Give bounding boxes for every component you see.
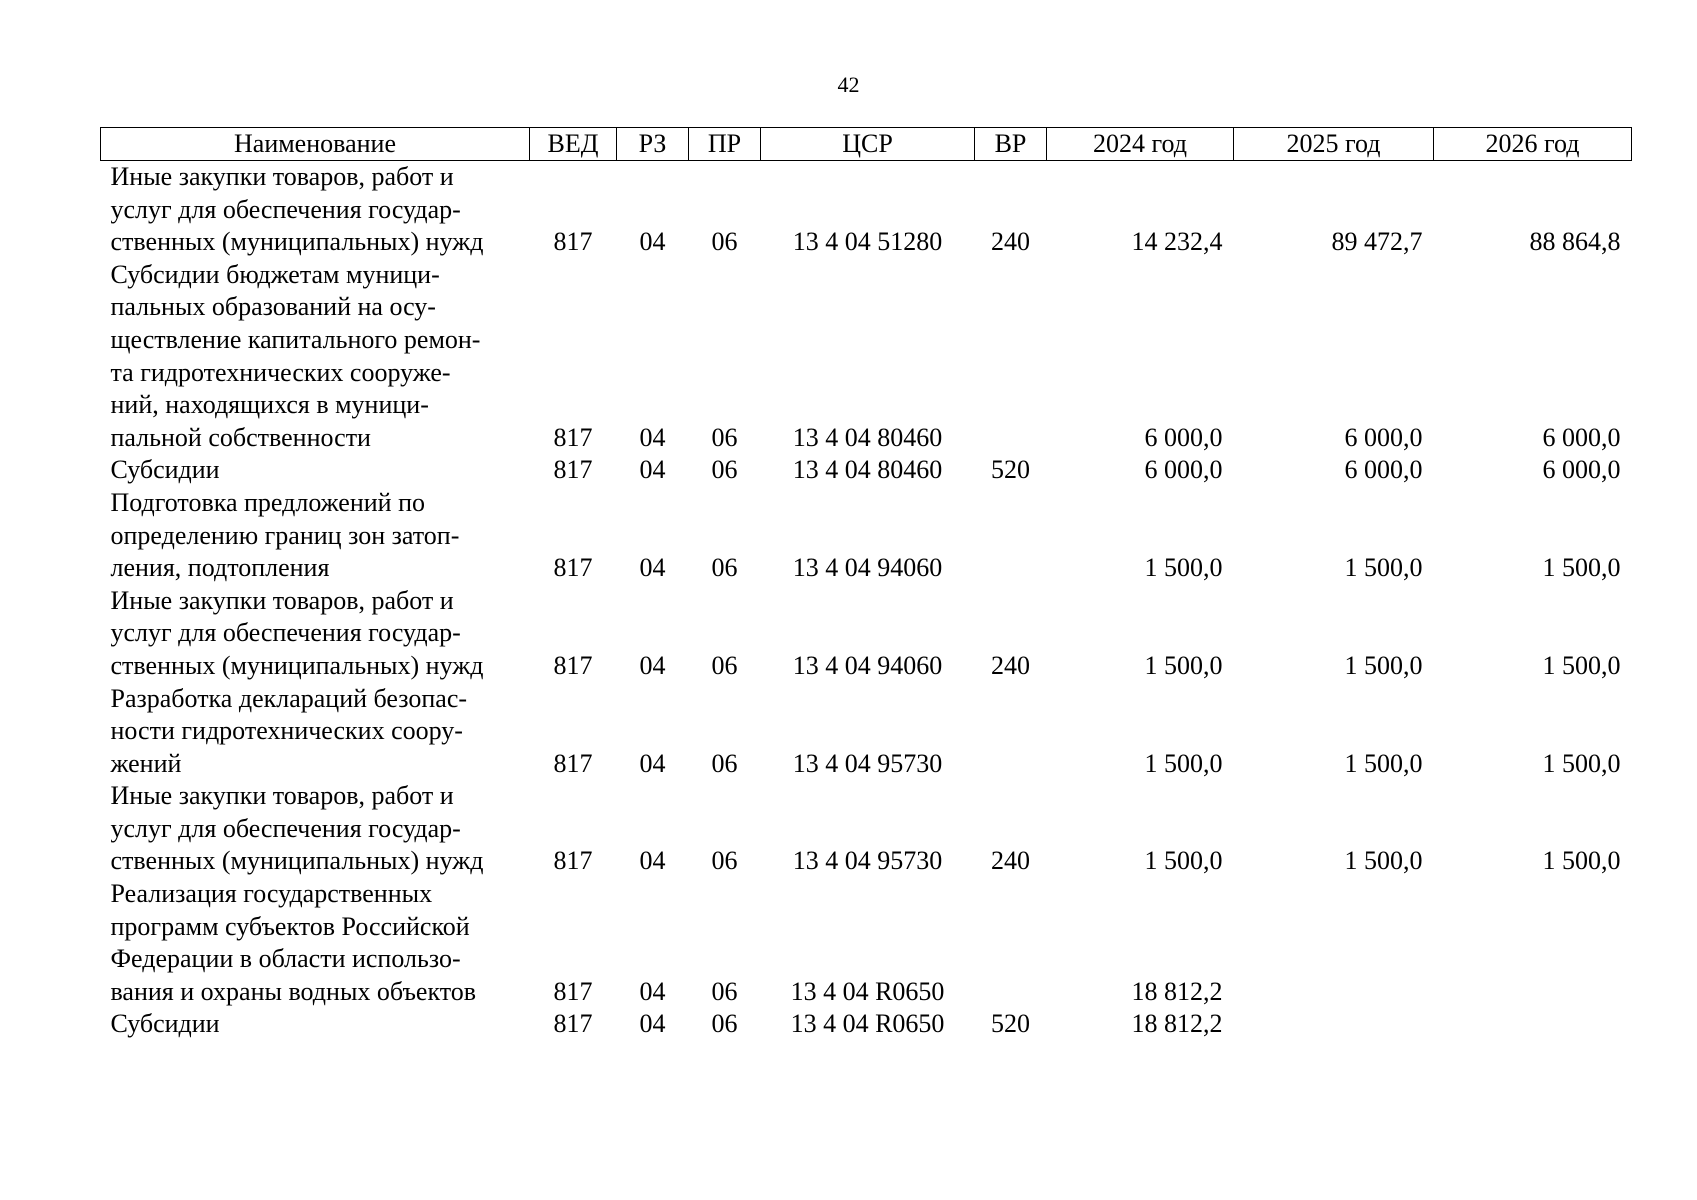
- header-pr: ПР: [689, 128, 761, 161]
- row-pr: 06: [711, 846, 738, 876]
- row-ved: 817: [553, 650, 593, 680]
- row-2026: [1434, 1008, 1632, 1041]
- row-2024: 6 000,0: [1144, 422, 1223, 452]
- row-2024: 14 232,4: [1131, 227, 1223, 257]
- row-2025: [1234, 878, 1434, 1008]
- page-number: 42: [837, 72, 860, 97]
- row-rz: 04: [639, 650, 666, 680]
- row-vr: 520: [991, 455, 1030, 485]
- row-vr: [975, 878, 1047, 1008]
- row-rz: 04: [639, 748, 666, 778]
- row-2026: 6 000,0: [1542, 422, 1621, 452]
- row-name: Подготовка предложений по определению границ зон затоп- ления, подтопления: [110, 487, 460, 583]
- row-csr: 13 4 04 80460: [792, 422, 943, 452]
- table-row: [101, 780, 1632, 878]
- row-name: Субсидии: [110, 1009, 220, 1039]
- row-2025: 1 500,0: [1344, 553, 1423, 583]
- row-rz: 04: [639, 846, 666, 876]
- row-pr: 06: [711, 227, 738, 257]
- row-name: Субсидии: [110, 455, 220, 485]
- row-rz: 04: [639, 227, 666, 257]
- row-vr: 240: [991, 846, 1030, 876]
- row-name: Иные закупки товаров, работ и услуг для обеспечения государ- ственных (муниципальных) нужд: [110, 162, 484, 257]
- row-2026: 1 500,0: [1542, 650, 1621, 680]
- row-name: Реализация государственных программ субъектов Российской Федерации в области использо- вания и охраны водных объектов: [110, 879, 477, 1006]
- header-2026: 2026 год: [1434, 128, 1632, 161]
- row-2026: 1 500,0: [1542, 553, 1621, 583]
- row-ved: 817: [553, 227, 593, 257]
- row-2024: 1 500,0: [1144, 553, 1223, 583]
- table-row: [101, 161, 1632, 259]
- row-2025: 89 472,7: [1331, 227, 1423, 257]
- table-body: [101, 161, 1632, 1042]
- row-csr: 13 4 04 95730: [792, 748, 943, 778]
- table-row: [101, 454, 1632, 487]
- row-2024: 6 000,0: [1144, 455, 1223, 485]
- row-vr: 520: [991, 1009, 1030, 1039]
- row-2025: 1 500,0: [1344, 748, 1423, 778]
- table-row: [101, 487, 1632, 585]
- row-2026: 6 000,0: [1542, 455, 1621, 485]
- row-rz: 04: [639, 1009, 666, 1039]
- row-vr: [975, 487, 1047, 585]
- row-2026: [1434, 878, 1632, 1008]
- row-2026: 1 500,0: [1542, 846, 1621, 876]
- table-row: [101, 259, 1632, 455]
- header-rz: РЗ: [617, 128, 689, 161]
- row-pr: 06: [711, 748, 738, 778]
- row-rz: 04: [639, 553, 666, 583]
- row-ved: 817: [553, 1009, 593, 1039]
- row-2024: 18 812,2: [1131, 1009, 1223, 1039]
- table-row: [101, 878, 1632, 1008]
- row-pr: 06: [711, 553, 738, 583]
- row-ved: 817: [553, 846, 593, 876]
- row-ved: 817: [553, 748, 593, 778]
- row-2025: 1 500,0: [1344, 650, 1423, 680]
- row-pr: 06: [711, 455, 738, 485]
- row-name: Иные закупки товаров, работ и услуг для обеспечения государ- ственных (муниципальных) нужд: [110, 781, 484, 876]
- row-name: Разработка деклараций безопас- ности гидротехнических соору- жений: [110, 683, 468, 778]
- row-csr: 13 4 04 R0650: [790, 1009, 945, 1039]
- row-vr: 240: [991, 227, 1030, 257]
- budget-table: [100, 127, 1632, 1041]
- row-2024: 18 812,2: [1131, 976, 1223, 1006]
- row-vr: 240: [991, 650, 1030, 680]
- header-row: [101, 128, 1632, 161]
- row-ved: 817: [553, 553, 593, 583]
- row-pr: 06: [711, 422, 738, 452]
- row-name: Субсидии бюджетам муници- пальных образований на осу- ществление капитального ремон- та гидротехнических сооруже- ний, находящихся в муници- пальной собственности: [110, 259, 481, 452]
- row-csr: 13 4 04 94060: [792, 553, 943, 583]
- row-2025: 1 500,0: [1344, 846, 1423, 876]
- header-ved: ВЕД: [530, 128, 617, 161]
- row-csr: 13 4 04 80460: [792, 455, 943, 485]
- row-rz: 04: [639, 422, 666, 452]
- row-pr: 06: [711, 650, 738, 680]
- header-csr: ЦСР: [761, 128, 975, 161]
- row-2026: 1 500,0: [1542, 748, 1621, 778]
- header-2025: 2025 год: [1234, 128, 1434, 161]
- row-2024: 1 500,0: [1144, 748, 1223, 778]
- row-2025: 6 000,0: [1344, 422, 1423, 452]
- row-ved: 817: [553, 976, 593, 1006]
- table-row: [101, 585, 1632, 683]
- row-vr: [975, 259, 1047, 455]
- row-csr: 13 4 04 94060: [792, 650, 943, 680]
- row-ved: 817: [553, 422, 593, 452]
- table-row: [101, 683, 1632, 781]
- header-name: Наименование: [101, 128, 530, 161]
- header-2024: 2024 год: [1047, 128, 1234, 161]
- header-vr: ВР: [975, 128, 1047, 161]
- row-2024: 1 500,0: [1144, 846, 1223, 876]
- row-csr: 13 4 04 95730: [792, 846, 943, 876]
- row-ved: 817: [553, 455, 593, 485]
- row-rz: 04: [639, 976, 666, 1006]
- row-pr: 06: [711, 976, 738, 1006]
- row-csr: 13 4 04 R0650: [790, 976, 945, 1006]
- row-vr: [975, 683, 1047, 781]
- row-2024: 1 500,0: [1144, 650, 1223, 680]
- row-2025: 6 000,0: [1344, 455, 1423, 485]
- row-name: Иные закупки товаров, работ и услуг для обеспечения государ- ственных (муниципальных) нужд: [110, 585, 484, 680]
- row-rz: 04: [639, 455, 666, 485]
- table-row: [101, 1008, 1632, 1041]
- row-pr: 06: [711, 1009, 738, 1039]
- row-2026: 88 864,8: [1529, 227, 1621, 257]
- row-2025: [1234, 1008, 1434, 1041]
- table-header: [101, 128, 1632, 161]
- row-csr: 13 4 04 51280: [792, 227, 943, 257]
